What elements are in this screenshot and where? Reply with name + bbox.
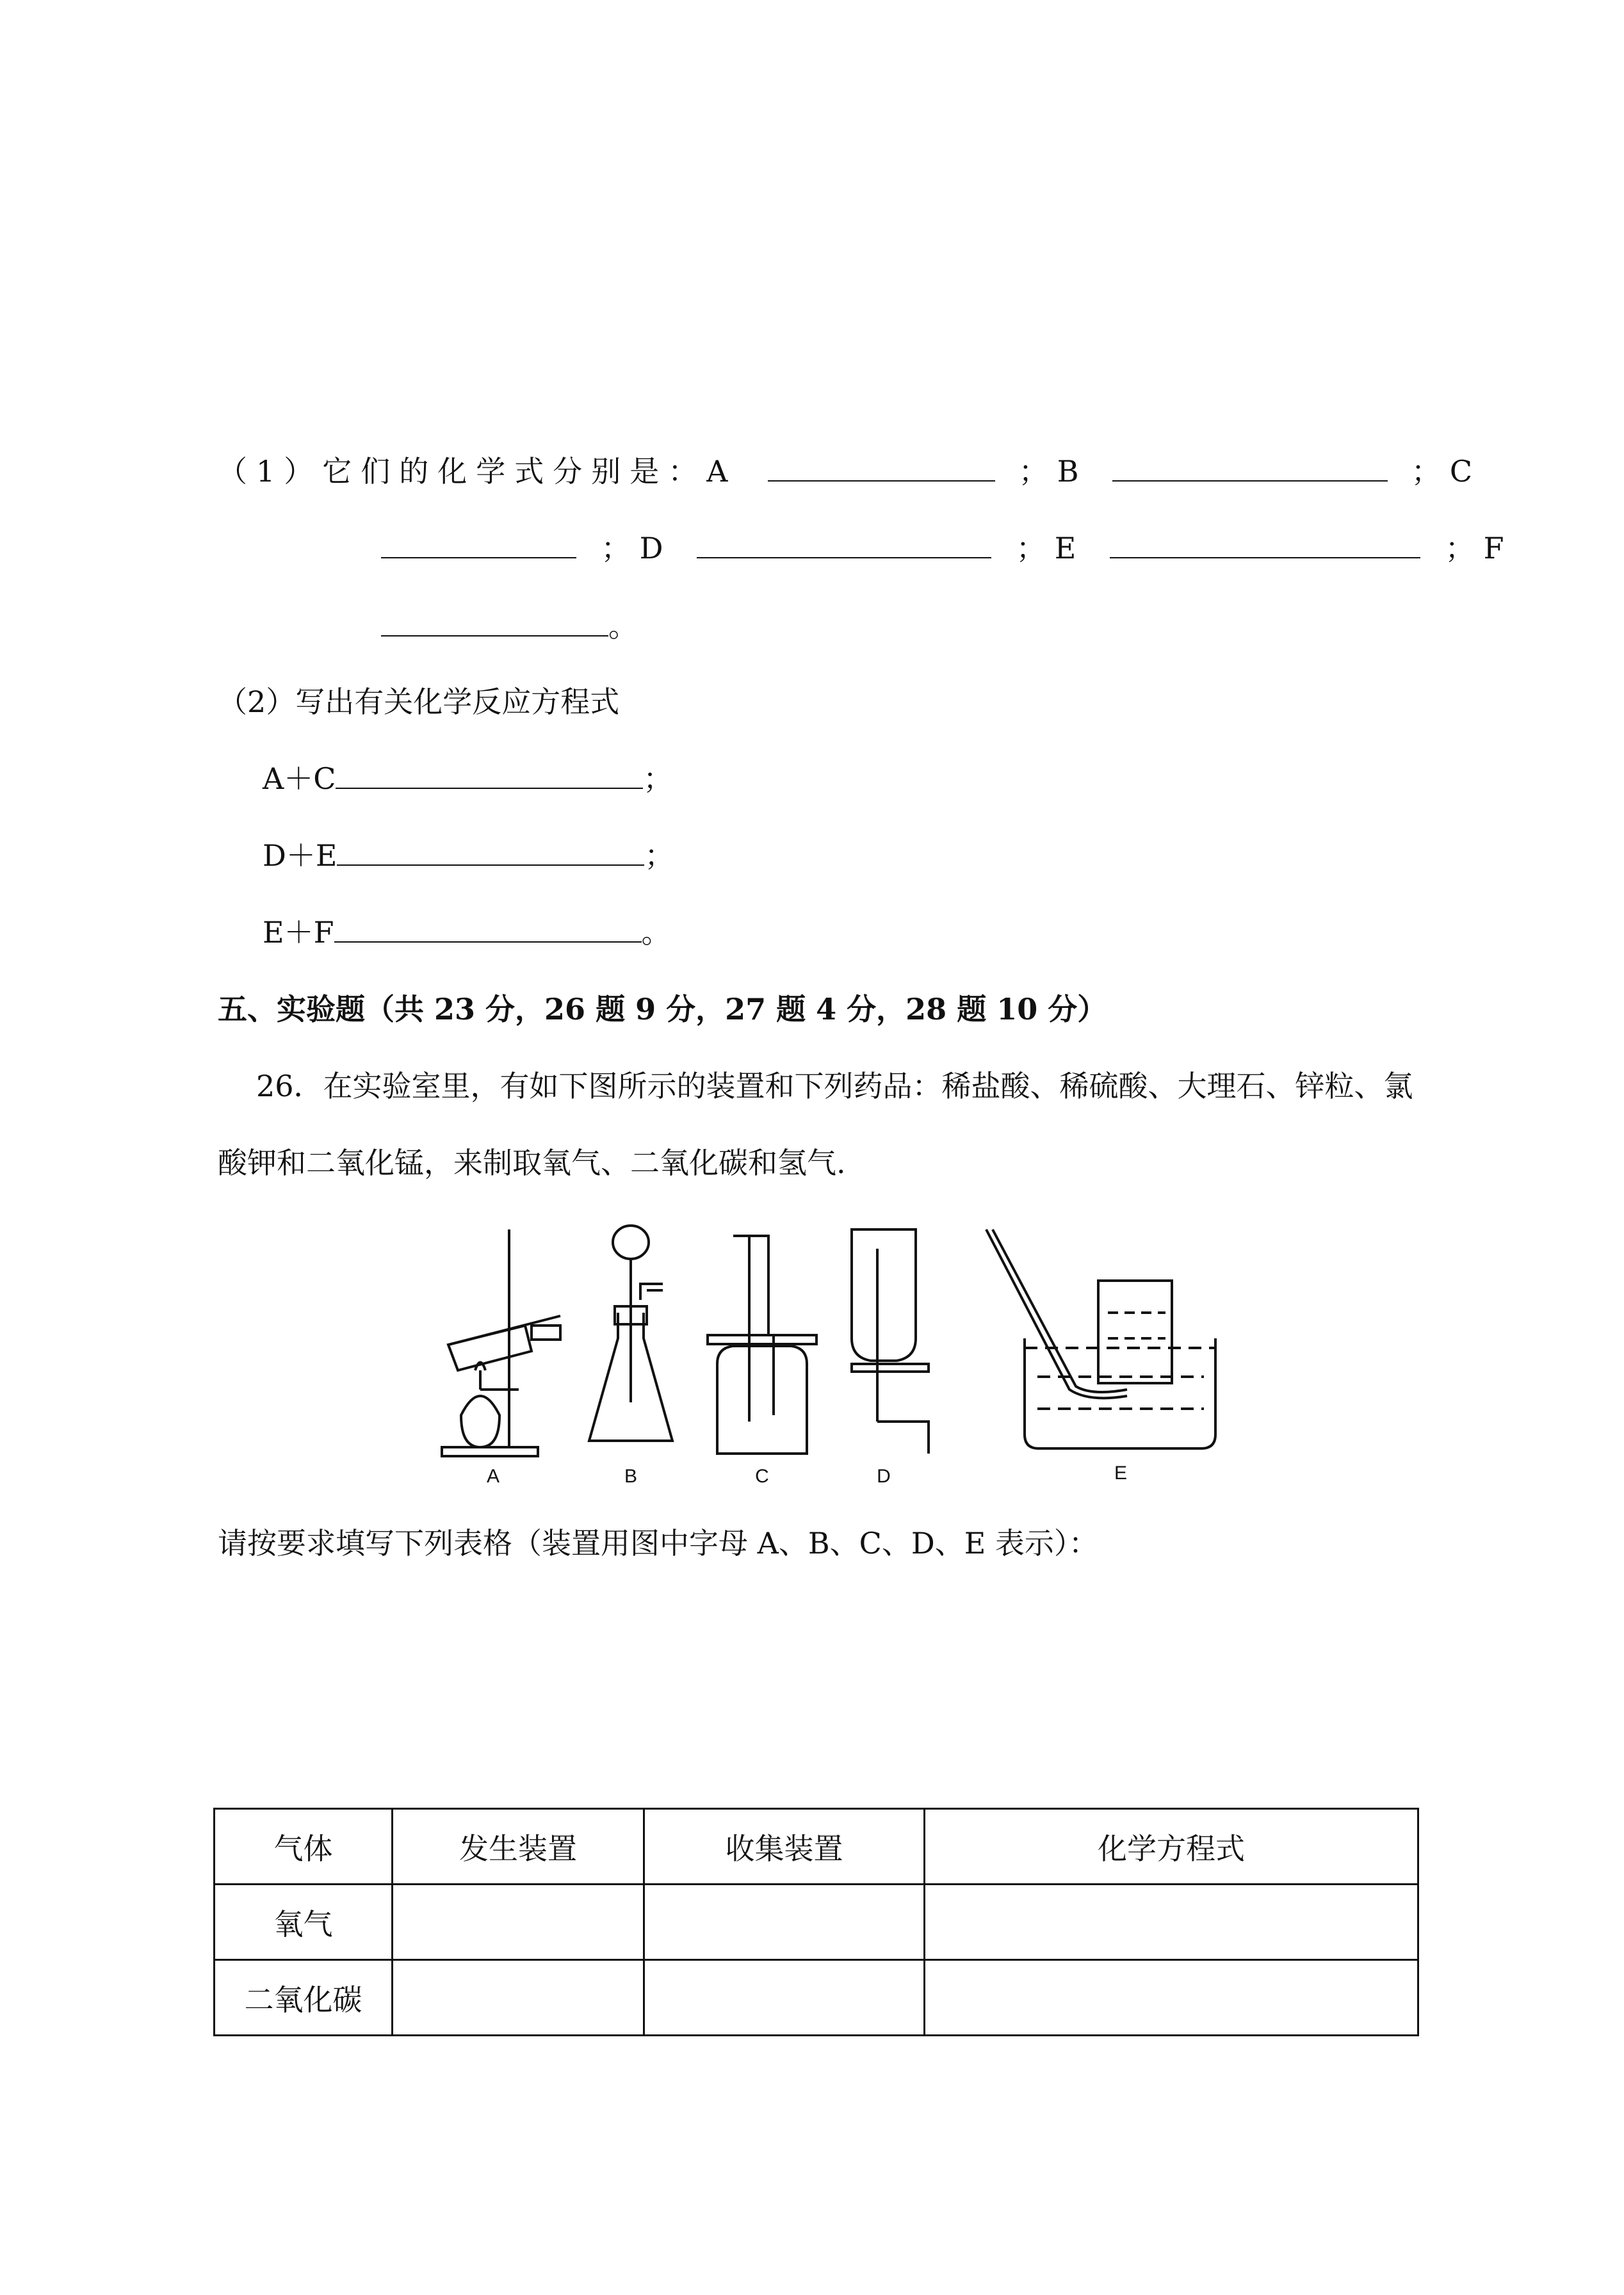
figure-label-b: B xyxy=(624,1466,638,1487)
eq-de-line xyxy=(263,836,674,875)
eq-de-label: D＋E xyxy=(263,838,337,873)
label-f: ；F xyxy=(1445,531,1513,565)
apparatus-e xyxy=(986,1229,1215,1448)
label-e: ；E xyxy=(1016,531,1085,565)
eq-de-semi: ； xyxy=(644,838,674,873)
eq-ac-line xyxy=(263,759,672,798)
blank-d[interactable] xyxy=(697,529,991,558)
eq-ac-semi: ； xyxy=(643,761,673,796)
label-b: ；B xyxy=(1018,454,1088,489)
header-gas: 气体 xyxy=(215,1809,393,1885)
row-co2-collector[interactable] xyxy=(644,1960,925,2036)
apparatus-b xyxy=(589,1226,672,1441)
blank-eq-ef[interactable] xyxy=(334,913,642,943)
header-generator: 发生装置 xyxy=(393,1809,644,1885)
blank-eq-de[interactable] xyxy=(337,836,644,866)
table-header-row xyxy=(215,1809,1418,1885)
blank-b[interactable] xyxy=(1112,452,1388,482)
header-equation: 化学方程式 xyxy=(925,1809,1418,1885)
q26-line2: 酸钾和二氧化锰，来制取氧气、二氧化碳和氢气. xyxy=(218,1146,846,1180)
q26-instruction: 请按要求填写下列表格（装置用图中字母 A、B、C、D、E 表示）： xyxy=(218,1526,1098,1561)
eq-ef-line xyxy=(263,913,671,952)
row-co2-generator[interactable] xyxy=(393,1960,644,2036)
part1-end: 。 xyxy=(608,609,638,644)
figure-label-a: A xyxy=(486,1466,500,1487)
part1-line1 xyxy=(218,452,1481,491)
apparatus-a xyxy=(442,1229,560,1456)
row-oxygen-collector[interactable] xyxy=(644,1885,925,1960)
blank-a[interactable] xyxy=(768,452,995,482)
row-oxygen-gas: 氧气 xyxy=(215,1885,393,1960)
blank-f[interactable] xyxy=(381,607,608,637)
figure-label-e: E xyxy=(1114,1463,1128,1484)
blank-e[interactable] xyxy=(1110,529,1420,558)
apparatus-c xyxy=(708,1236,816,1454)
part2-title: （2）写出有关化学反应方程式 xyxy=(218,685,620,719)
figure-label-d: D xyxy=(877,1466,891,1487)
row-co2-gas: 二氧化碳 xyxy=(215,1960,393,2036)
apparatus-figure xyxy=(410,1210,1230,1505)
row-oxygen-equation[interactable] xyxy=(925,1885,1418,1960)
row-oxygen-generator[interactable] xyxy=(393,1885,644,1960)
eq-ef-label: E＋F xyxy=(263,915,334,950)
label-c: ；C xyxy=(1411,454,1482,489)
row-co2-equation[interactable] xyxy=(925,1960,1418,2036)
apparatus-d xyxy=(852,1229,929,1454)
section-five-title: 五、实验题（共 23 分，26 题 9 分，27 题 4 分，28 题 10 分） xyxy=(218,992,1107,1026)
part1-line2 xyxy=(381,529,1513,567)
header-collector: 收集装置 xyxy=(644,1809,925,1885)
answer-table xyxy=(213,1808,1419,2036)
eq-ac-label: A＋C xyxy=(263,761,336,796)
eq-ef-end: 。 xyxy=(641,915,671,950)
table-row xyxy=(215,1960,1418,2036)
q26-line1: 26．在实验室里，有如下图所示的装置和下列药品：稀盐酸、稀硫酸、大理石、锌粒、氯 xyxy=(256,1069,1413,1103)
blank-c[interactable] xyxy=(381,529,576,558)
part1-prefix: （1）它们的化学式分别是：A xyxy=(218,454,737,489)
part1-line3 xyxy=(381,607,638,645)
table-row xyxy=(215,1885,1418,1960)
figure-label-c: C xyxy=(755,1466,769,1487)
label-d: ；D xyxy=(601,531,672,565)
blank-eq-ac[interactable] xyxy=(336,759,643,789)
